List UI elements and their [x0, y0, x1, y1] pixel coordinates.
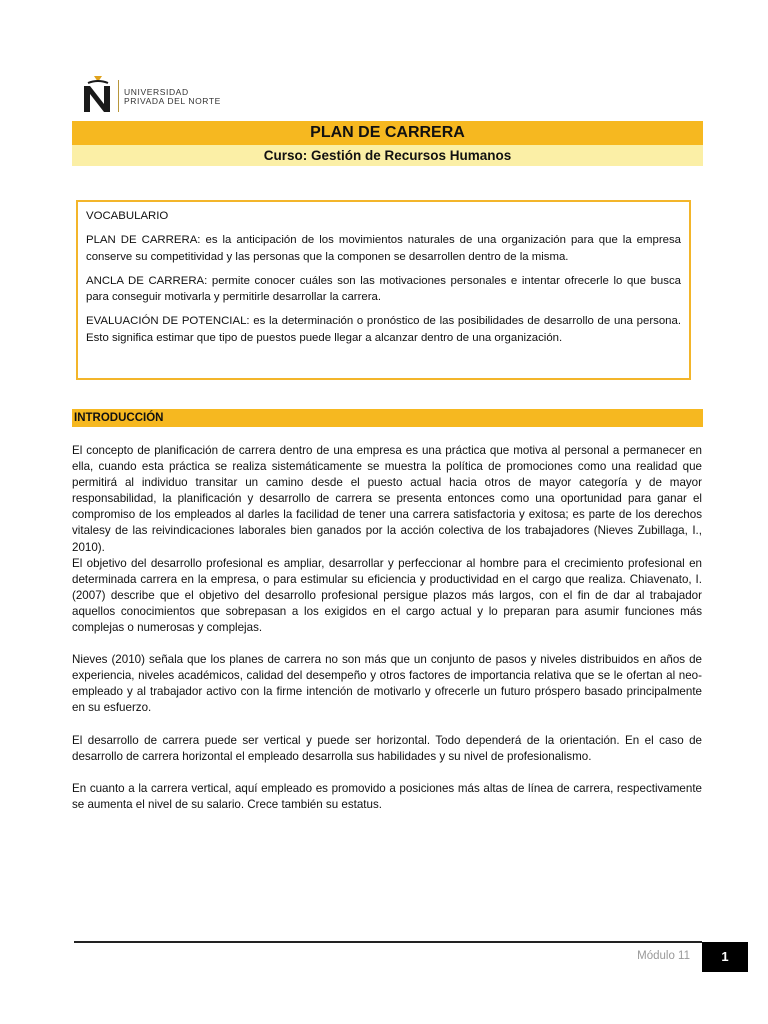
- upn-logo-icon: [80, 74, 116, 114]
- logo-wordmark: UNIVERSIDAD PRIVADA DEL NORTE: [124, 87, 221, 106]
- university-logo: [80, 74, 280, 116]
- logo-separator: [118, 80, 119, 112]
- vocabulary-item-plan: PLAN DE CARRERA: es la anticipación de los movimientos naturales de una organización para que la empresa conserve su competitividad y las personas que la componen se desarrollen dentro de la misma.: [86, 234, 681, 263]
- course-subtitle: Curso: Gestión de Recursos Humanos: [72, 145, 703, 166]
- module-label: Módulo 11: [637, 950, 690, 962]
- intro-paragraph-1: El concepto de planificación de carrera dentro de una empresa es una práctica que motiva al personal a permanecer en ella, cuando esta práctica se realiza sistemáticamente se muestra la política de promociones como una realidad que permitirá al individuo transitar un camino desde el puesto actual hacia otros de mayor categoría y de mayor responsabilidad, la planificación y desarrollo de carrera se presenta entonces como una oportunidad para ganar el compromiso de los empleados al darles la facilidad de tener una carrera satisfactoria y exitosa; es parte de los derechos vitalesy de las reivindicaciones laborales bien ganados por la acción colectiva de los trabajadores (Nieves Zubillaga, I., 2010).: [72, 444, 702, 554]
- vocabulary-heading: VOCABULARIO: [86, 210, 169, 222]
- intro-paragraph-3: Nieves (2010) señala que los planes de carrera no son más que un conjunto de pasos y niveles distribuidos en años de experiencia, niveles académicos, calidad del desempeño y otros factores de importancia relativa que se le ofertan al neo-empleado y al trabajador activo con la firme intención de motivarlo y ofrecerle un futuro próspero basado principalmente en su esfuerzo.: [72, 653, 702, 715]
- intro-paragraph-5: En cuanto a la carrera vertical, aquí empleado es promovido a posiciones más altas de línea de carrera, respectivamente se aumenta el nivel de su salario. Crece también su estatus.: [72, 781, 702, 811]
- document-title: PLAN DE CARRERA: [72, 121, 703, 145]
- intro-paragraph-4: El desarrollo de carrera puede ser vertical y puede ser horizontal. Todo dependerá de la orientación. En el caso de desarrollo de carrera horizontal el empleado desarrolla sus habilidades y su nivel de profesionalismo.: [72, 733, 702, 763]
- vocabulary-box: [76, 200, 691, 380]
- introduction-body: [72, 443, 702, 813]
- page-number: 1: [702, 942, 748, 972]
- vocabulary-item-ancla: ANCLA DE CARRERA: permite conocer cuáles son las motivaciones personales e intentar ofrecerle lo que busca para conseguir motivarla y permitirle desarrollar la carrera.: [86, 274, 681, 304]
- vocabulary-item-evaluacion: EVALUACIÓN DE POTENCIAL: es la determinación o pronóstico de las posibilidades de desarrollo de una persona. Esto significa estimar que tipo de puestos puede llegar a alcanzar dentro de una organización.: [86, 315, 681, 344]
- footer-divider: [74, 941, 702, 943]
- introduction-heading: INTRODUCCIÓN: [72, 409, 703, 427]
- intro-paragraph-2: El objetivo del desarrollo profesional es ampliar, desarrollar y perfeccionar al hombre para el crecimiento profesional en determinada carrera en la empresa, o para estimular su eficiencia y productividad en el cargo que realiza. Chiavenato, I. (2007) describe que el objetivo del desarrollo profesional persigue plazos más largos, con el fin de dar al trabajador aquellos conocimientos que sobrepasan a los exigidos en el cargo actual y lo preparan para asumir funciones más complejas o numerosas y complejas.: [72, 556, 702, 635]
